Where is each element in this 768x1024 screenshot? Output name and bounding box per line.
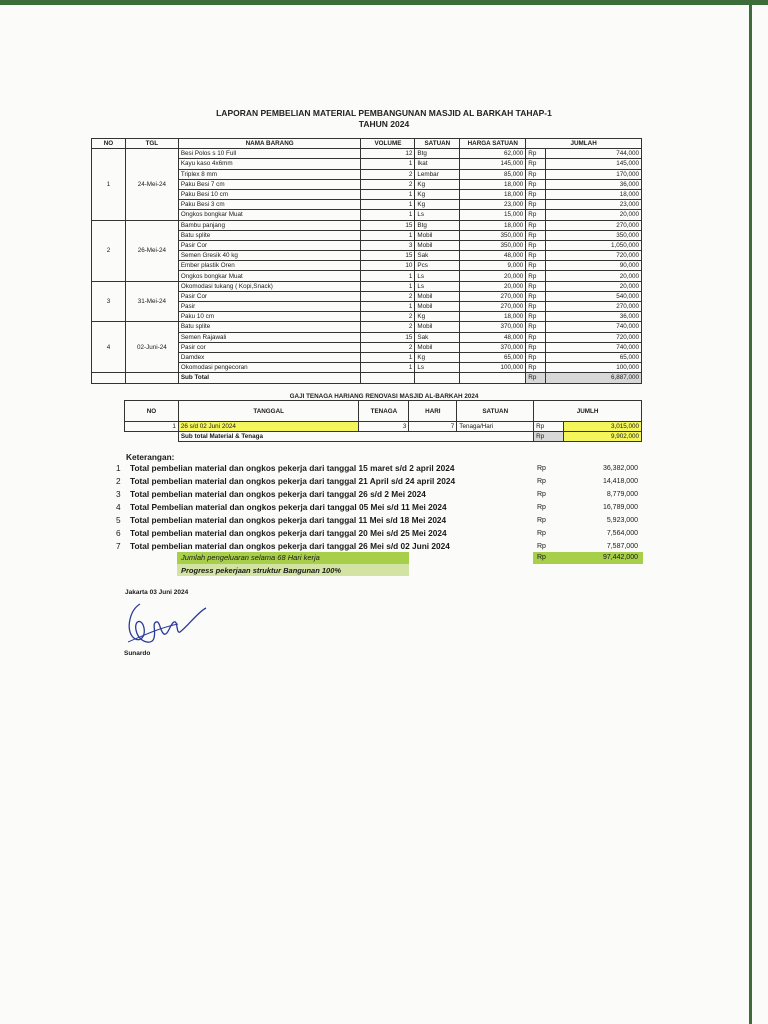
item-unit-price: 20,000 — [460, 271, 526, 281]
signature-name: Sunardo — [124, 650, 151, 657]
item-name: Batu splite — [178, 322, 361, 332]
item-unit: Lembar — [415, 169, 460, 179]
group-no: 3 — [92, 281, 126, 322]
item-currency: Rp — [526, 322, 546, 332]
material-table — [91, 138, 642, 384]
group-date: 02-Juni-24 — [125, 322, 178, 373]
col-no: NO — [92, 139, 126, 149]
wage-subtotal-label: Sub total Material & Tenaga — [178, 432, 533, 442]
subtotal-row — [92, 373, 642, 383]
subtotal-value: 6,887,000 — [546, 373, 642, 383]
total-value: 97,442,000 — [602, 554, 638, 561]
item-unit: Mobil — [415, 322, 460, 332]
wage-subtotal-rp: Rp — [534, 432, 564, 442]
item-volume: 1 — [361, 189, 415, 199]
item-volume: 1 — [361, 363, 415, 373]
wage-rp: Rp — [534, 422, 564, 432]
item-unit-price: 370,000 — [460, 342, 526, 352]
item-name: Semen Gresik 40 kg — [178, 251, 361, 261]
subtotal-label: Sub Total — [178, 373, 361, 383]
page-border-right — [749, 0, 752, 1024]
item-unit-price: 9,000 — [460, 261, 526, 271]
group-no: 4 — [92, 322, 126, 373]
item-currency: Rp — [526, 189, 546, 199]
item-volume: 2 — [361, 169, 415, 179]
wage-col-tenaga: TENAGA — [359, 401, 409, 422]
item-name: Batu splite — [178, 230, 361, 240]
item-total: 540,000 — [546, 291, 642, 301]
keterangan-value: 7,587,000 — [606, 543, 638, 550]
keterangan-no: 7 — [116, 541, 121, 551]
wage-satuan: Tenaga/Hari — [457, 422, 534, 432]
table-row — [92, 149, 642, 159]
item-total: 20,000 — [546, 281, 642, 291]
item-currency: Rp — [526, 179, 546, 189]
item-currency: Rp — [526, 230, 546, 240]
keterangan-value: 16,789,000 — [602, 504, 638, 511]
item-unit: Mobil — [415, 240, 460, 250]
keterangan-text: Total pembelian material dan ongkos pekerja dari tanggal 21 April s/d 24 april 2024 — [130, 476, 456, 486]
item-name: Ongkos bongkar Muat — [178, 210, 361, 220]
item-name: Ongkos bongkar Muat — [178, 271, 361, 281]
item-currency: Rp — [526, 281, 546, 291]
item-unit-price: 48,000 — [460, 251, 526, 261]
page-border-top — [0, 0, 768, 5]
item-unit: Kg — [415, 200, 460, 210]
keterangan-no: 2 — [116, 476, 121, 486]
keterangan-value: 5,923,000 — [606, 517, 638, 524]
keterangan-rp: Rp — [537, 504, 546, 511]
item-name: Triplex 8 mm — [178, 169, 361, 179]
item-currency: Rp — [526, 352, 546, 362]
item-total: 36,000 — [546, 312, 642, 322]
item-unit-price: 370,000 — [460, 322, 526, 332]
group-no: 2 — [92, 220, 126, 281]
item-total: 170,000 — [546, 169, 642, 179]
item-volume: 3 — [361, 240, 415, 250]
keterangan-heading: Keterangan: — [126, 452, 175, 462]
item-unit: Kg — [415, 189, 460, 199]
item-currency: Rp — [526, 291, 546, 301]
item-name: Semen Rajawali — [178, 332, 361, 342]
keterangan-value: 36,382,000 — [602, 465, 638, 472]
item-unit: Sak — [415, 251, 460, 261]
item-currency: Rp — [526, 220, 546, 230]
item-unit-price: 270,000 — [460, 291, 526, 301]
item-unit: Btg — [415, 220, 460, 230]
keterangan-rp: Rp — [537, 530, 546, 537]
item-total: 20,000 — [546, 210, 642, 220]
item-currency: Rp — [526, 271, 546, 281]
keterangan-value: 14,418,000 — [602, 478, 638, 485]
item-unit: Kg — [415, 352, 460, 362]
item-volume: 1 — [361, 210, 415, 220]
col-tgl: TGL — [125, 139, 178, 149]
item-currency: Rp — [526, 169, 546, 179]
keterangan-text: Total pembelian material dan ongkos pekerja dari tanggal 26 s/d 2 Mei 2024 — [130, 489, 426, 499]
item-volume: 1 — [361, 281, 415, 291]
item-total: 1,050,000 — [546, 240, 642, 250]
item-total: 720,000 — [546, 332, 642, 342]
item-currency: Rp — [526, 159, 546, 169]
item-unit: Ls — [415, 281, 460, 291]
item-volume: 2 — [361, 342, 415, 352]
item-name: Ember plastik Oren — [178, 261, 361, 271]
material-header-row — [92, 139, 642, 149]
item-volume: 2 — [361, 291, 415, 301]
item-currency: Rp — [526, 363, 546, 373]
item-name: Kayu kaso 4x6mm — [178, 159, 361, 169]
keterangan-text: Total Pembelian material dan ongkos pekerja dari tanggal 05 Mei s/d 11 Mei 2024 — [130, 502, 447, 512]
col-harga-satuan: HARGA SATUAN — [460, 139, 526, 149]
item-name: Paku Besi 10 cm — [178, 189, 361, 199]
item-unit-price: 48,000 — [460, 332, 526, 342]
item-volume: 2 — [361, 179, 415, 189]
item-total: 18,000 — [546, 189, 642, 199]
col-jumlah: JUMLAH — [526, 139, 642, 149]
item-volume: 1 — [361, 230, 415, 240]
item-volume: 1 — [361, 200, 415, 210]
item-name: Besi Polos s 10 Full — [178, 149, 361, 159]
item-volume: 2 — [361, 312, 415, 322]
keterangan-rp: Rp — [537, 517, 546, 524]
item-unit-price: 85,000 — [460, 169, 526, 179]
wage-col-hari: HARI — [409, 401, 457, 422]
item-total: 270,000 — [546, 302, 642, 312]
item-total: 90,000 — [546, 261, 642, 271]
item-total: 270,000 — [546, 220, 642, 230]
item-total: 744,000 — [546, 149, 642, 159]
item-name: Pasir cor — [178, 342, 361, 352]
group-date: 24-Mei-24 — [125, 149, 178, 220]
signature-place-date: Jakarta 03 Juni 2024 — [125, 589, 189, 596]
item-volume: 12 — [361, 149, 415, 159]
item-unit: Mobil — [415, 230, 460, 240]
item-currency: Rp — [526, 200, 546, 210]
item-currency: Rp — [526, 342, 546, 352]
item-volume: 15 — [361, 332, 415, 342]
item-unit: Ls — [415, 363, 460, 373]
item-total: 145,000 — [546, 159, 642, 169]
item-name: Pasir Cor — [178, 240, 361, 250]
wage-tenaga: 3 — [359, 422, 409, 432]
item-total: 100,000 — [546, 363, 642, 373]
item-unit-price: 18,000 — [460, 220, 526, 230]
table-row — [92, 281, 642, 291]
item-unit-price: 62,000 — [460, 149, 526, 159]
item-unit: Kg — [415, 179, 460, 189]
wage-hari: 7 — [409, 422, 457, 432]
item-total: 23,000 — [546, 200, 642, 210]
item-unit-price: 20,000 — [460, 281, 526, 291]
item-unit-price: 18,000 — [460, 179, 526, 189]
signature-scribble — [118, 598, 213, 653]
item-currency: Rp — [526, 210, 546, 220]
col-nama-barang: NAMA BARANG — [178, 139, 361, 149]
item-volume: 10 — [361, 261, 415, 271]
item-name: Paku Besi 7 cm — [178, 179, 361, 189]
item-unit: Mobil — [415, 291, 460, 301]
keterangan-no: 5 — [116, 515, 121, 525]
keterangan-text: Total pembelian material dan ongkos pekerja dari tanggal 11 Mei s/d 18 Mei 2024 — [130, 515, 447, 525]
item-volume: 1 — [361, 302, 415, 312]
item-unit-price: 350,000 — [460, 230, 526, 240]
item-unit-price: 100,000 — [460, 363, 526, 373]
col-satuan: SATUAN — [415, 139, 460, 149]
keterangan-text: Total pembelian material dan ongkos pekerja dari tanggal 15 maret s/d 2 april 2024 — [130, 463, 455, 473]
keterangan-rp: Rp — [537, 543, 546, 550]
item-unit-price: 15,000 — [460, 210, 526, 220]
col-volume: VOLUME — [361, 139, 415, 149]
item-unit: Ikat — [415, 159, 460, 169]
progress-label: Progress pekerjaan struktur Bangunan 100% — [181, 566, 342, 575]
item-unit: Ls — [415, 271, 460, 281]
keterangan-no: 6 — [116, 528, 121, 538]
item-unit: Ls — [415, 210, 460, 220]
keterangan-no: 4 — [116, 502, 121, 512]
item-currency: Rp — [526, 261, 546, 271]
subtotal-currency: Rp — [526, 373, 546, 383]
item-currency: Rp — [526, 149, 546, 159]
item-unit: Kg — [415, 312, 460, 322]
item-unit-price: 18,000 — [460, 312, 526, 322]
item-total: 720,000 — [546, 251, 642, 261]
wage-no: 1 — [125, 422, 179, 432]
item-total: 740,000 — [546, 342, 642, 352]
wage-row — [125, 422, 642, 432]
item-name: Pasir — [178, 302, 361, 312]
wage-tanggal: 26 s/d 02 Juni 2024 — [178, 422, 359, 432]
item-volume: 1 — [361, 271, 415, 281]
item-unit: Pcs — [415, 261, 460, 271]
keterangan-value: 8,779,000 — [606, 491, 638, 498]
table-row — [92, 322, 642, 332]
item-unit: Mobil — [415, 302, 460, 312]
report-title: LAPORAN PEMBELIAN MATERIAL PEMBANGUNAN MASJID AL BARKAH TAHAP-1 — [216, 108, 552, 118]
item-name: Bambu panjang — [178, 220, 361, 230]
item-total: 36,000 — [546, 179, 642, 189]
wage-subtotal-row — [125, 432, 642, 442]
item-name: Paku 10 cm — [178, 312, 361, 322]
keterangan-no: 1 — [116, 463, 121, 473]
item-unit: Mobil — [415, 342, 460, 352]
total-label: Jumlah pengeluaran selama 68 Hari kerja — [181, 553, 320, 562]
item-total: 740,000 — [546, 322, 642, 332]
report-year: TAHUN 2024 — [358, 119, 410, 129]
item-unit-price: 145,000 — [460, 159, 526, 169]
wage-table-title: GAJI TENAGA HARIANG RENOVASI MASJID AL-BARKAH 2024 — [289, 393, 479, 400]
item-volume: 15 — [361, 251, 415, 261]
item-total: 20,000 — [546, 271, 642, 281]
item-volume: 1 — [361, 159, 415, 169]
item-total: 350,000 — [546, 230, 642, 240]
wage-jumlah: 3,015,000 — [564, 422, 642, 432]
keterangan-value: 7,564,000 — [606, 530, 638, 537]
wage-header-row — [125, 401, 642, 422]
item-volume: 15 — [361, 220, 415, 230]
item-name: Pasir Cor — [178, 291, 361, 301]
keterangan-rp: Rp — [537, 491, 546, 498]
keterangan-text: Total pembelian material dan ongkos pekerja dari tanggal 26 Mei s/d 02 Juni 2024 — [130, 541, 450, 551]
keterangan-rp: Rp — [537, 478, 546, 485]
item-name: Okomodasi pengecoran — [178, 363, 361, 373]
group-no: 1 — [92, 149, 126, 220]
item-name: Okomodasi tukang ( Kopi,Snack) — [178, 281, 361, 291]
item-unit-price: 350,000 — [460, 240, 526, 250]
wage-col-jumlah: JUMLH — [534, 401, 642, 422]
table-row — [92, 220, 642, 230]
wage-subtotal-value: 9,902,000 — [564, 432, 642, 442]
item-volume: 1 — [361, 352, 415, 362]
group-date: 26-Mei-24 — [125, 220, 178, 281]
keterangan-no: 3 — [116, 489, 121, 499]
item-currency: Rp — [526, 302, 546, 312]
item-currency: Rp — [526, 251, 546, 261]
wage-col-satuan: SATUAN — [457, 401, 534, 422]
item-unit-price: 18,000 — [460, 189, 526, 199]
item-unit-price: 270,000 — [460, 302, 526, 312]
wage-col-no: NO — [125, 401, 179, 422]
item-unit: Btg — [415, 149, 460, 159]
item-currency: Rp — [526, 240, 546, 250]
item-total: 65,000 — [546, 352, 642, 362]
total-rp: Rp — [537, 554, 546, 561]
keterangan-rp: Rp — [537, 465, 546, 472]
item-name: Damdex — [178, 352, 361, 362]
group-date: 31-Mei-24 — [125, 281, 178, 322]
item-currency: Rp — [526, 332, 546, 342]
item-currency: Rp — [526, 312, 546, 322]
item-unit-price: 23,000 — [460, 200, 526, 210]
item-name: Paku Besi 3 cm — [178, 200, 361, 210]
item-unit: Sak — [415, 332, 460, 342]
item-unit-price: 65,000 — [460, 352, 526, 362]
wage-col-tanggal: TANGGAL — [178, 401, 359, 422]
keterangan-text: Total pembelian material dan ongkos pekerja dari tanggal 20 Mei s/d 25 Mei 2024 — [130, 528, 447, 538]
item-volume: 2 — [361, 322, 415, 332]
wage-table — [124, 400, 642, 442]
